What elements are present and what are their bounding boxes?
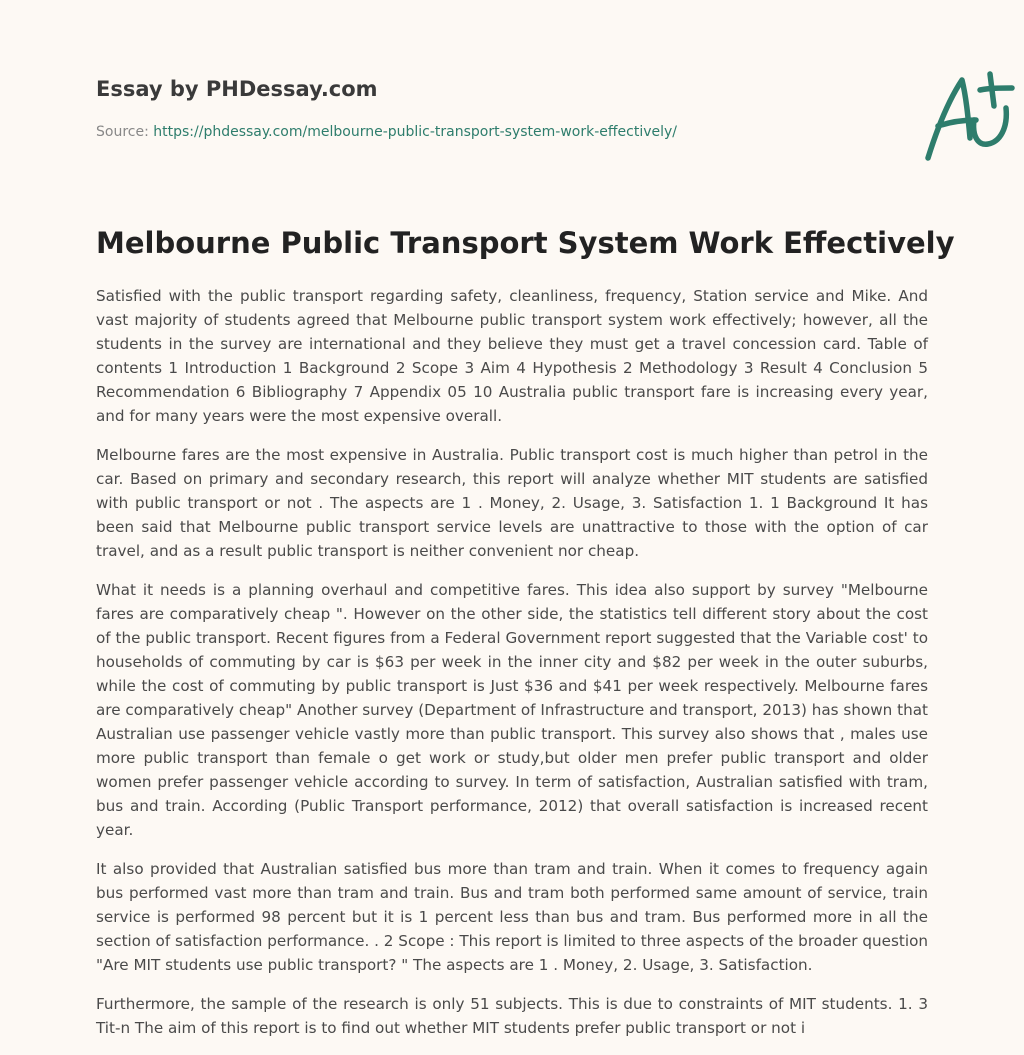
paragraph-1: Satisfied with the public transport regarding safety, cleanliness, frequency, Station service and Mike. And vast majority of students agreed that Melbourne public transport system work effectively; however, all the students in the survey are international and they believe they must get a travel concession card. Table of contents 1 Introduction 1 Background 2 Scope 3 Aim 4 Hypothesis 2 Methodology 3 Result 4 Conclusion 5 Recommendation 6 Bibliography 7 Appendix 05 10 Australia public transport fare is increasing every year, and for many years were the most expensive overall. [96, 287, 928, 425]
paragraph-4: It also provided that Australian satisfied bus more than tram and train. When it comes to frequency again bus performed vast more than tram and train. Bus and tram both performed same amount of service, train service is performed 98 percent but it is 1 percent less than bus and tram. Bus performed more in all the section of satisfaction performance. . 2 Scope : This report is limited to three aspects of the broader question "Are MIT students use public transport? " The aspects are 1 . Money, 2. Usage, 3. Satisfaction. [96, 860, 928, 974]
source-line [96, 124, 677, 140]
document-body [96, 284, 928, 1055]
document-title: Melbourne Public Transport System Work Effectively [96, 226, 955, 260]
source-link[interactable]: https://phdessay.com/melbourne-public-transport-system-work-effectively/ [153, 124, 677, 140]
source-label: Source: [96, 124, 149, 140]
paragraph-2: Melbourne fares are the most expensive in Australia. Public transport cost is much higher than petrol in the car. Based on primary and secondary research, this report will analyze whether MIT students are satisfied with public transport or not . The aspects are 1 . Money, 2. Usage, 3. Satisfaction 1. 1 Background It has been said that Melbourne public transport service levels are unattractive to those with the option of car travel, and as a result public transport is neither convenient nor cheap. [96, 446, 928, 560]
a-plus-grade-logo-icon [916, 66, 1024, 166]
site-title: Essay by PHDessay.com [96, 77, 378, 101]
paragraph-5: Furthermore, the sample of the research is only 51 subjects. This is due to constraints of MIT students. 1. 3 Tit-n The aim of this report is to find out whether MIT students prefer public transport or not i [96, 995, 928, 1037]
paragraph-3: What it needs is a planning overhaul and competitive fares. This idea also support by survey "Melbourne fares are comparatively cheap ". However on the other side, the statistics tell different story about the cost of the public transport. Recent figures from a Federal Government report suggested that the Variable cost' to households of commuting by car is $63 per week in the inner city and $82 per week in the outer suburbs, while the cost of commuting by public transport is Just $36 and $41 per week respectively. Melbourne fares are comparatively cheap" Another survey (Department of Infrastructure and transport, 2013) has shown that Australian use passenger vehicle vastly more than public transport. This survey also shows that , males use more public transport than female o get work or study,but older men prefer public transport and older women prefer passenger vehicle according to survey. In term of satisfaction, Australian satisfied with tram, bus and train. According (Public Transport performance, 2012) that overall satisfaction is increased recent year. [96, 581, 928, 839]
